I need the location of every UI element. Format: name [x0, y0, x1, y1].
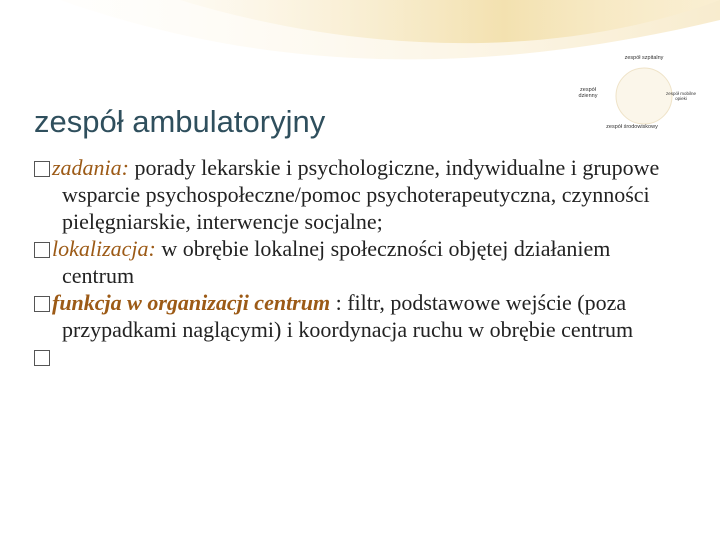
bullet-glyph-icon [34, 161, 50, 177]
bullet-text: porady lekarskie i psychologiczne, indywidualne i grupowe wsparcie psychospołeczne/pomoc psychoterapeutyczna, czynności pielęgniarskie, interwencje socjalne; [62, 155, 660, 234]
diagram-label-srodowiskowy: zespół środowiskowy [606, 124, 658, 130]
bullet-glyph-icon [34, 350, 50, 366]
diagram-circle [560, 50, 720, 160]
bullet-list [34, 154, 674, 370]
bullet-text: : filtr, podstawowe wejście (poza przypadkami naglącymi) i koordynacja ruchu w obrębie centrum [62, 290, 634, 342]
bullet-label: zadania: [52, 155, 129, 180]
bullet-glyph-icon [34, 242, 50, 258]
bullet-zadania [34, 154, 674, 235]
bullet-funkcja [34, 289, 674, 343]
bullet-label: lokalizacja: [52, 236, 156, 261]
bullet-empty [34, 343, 674, 370]
diagram-label-mobilne: zespół mobilne opieki [665, 91, 697, 101]
bullet-glyph-icon [34, 296, 50, 312]
slide-title: zespół ambulatoryjny [34, 104, 326, 139]
diagram-label-dzienny: zespół dzienny [578, 87, 598, 99]
bullet-lokalizacja [34, 235, 674, 289]
bullet-label: funkcja w organizacji centrum [52, 290, 331, 315]
bullet-text: w obrębie lokalnej społeczności objętej działaniem centrum [62, 236, 611, 288]
center-diagram [560, 50, 720, 160]
diagram-label-szpitalny: zespół szpitalny [624, 55, 664, 61]
